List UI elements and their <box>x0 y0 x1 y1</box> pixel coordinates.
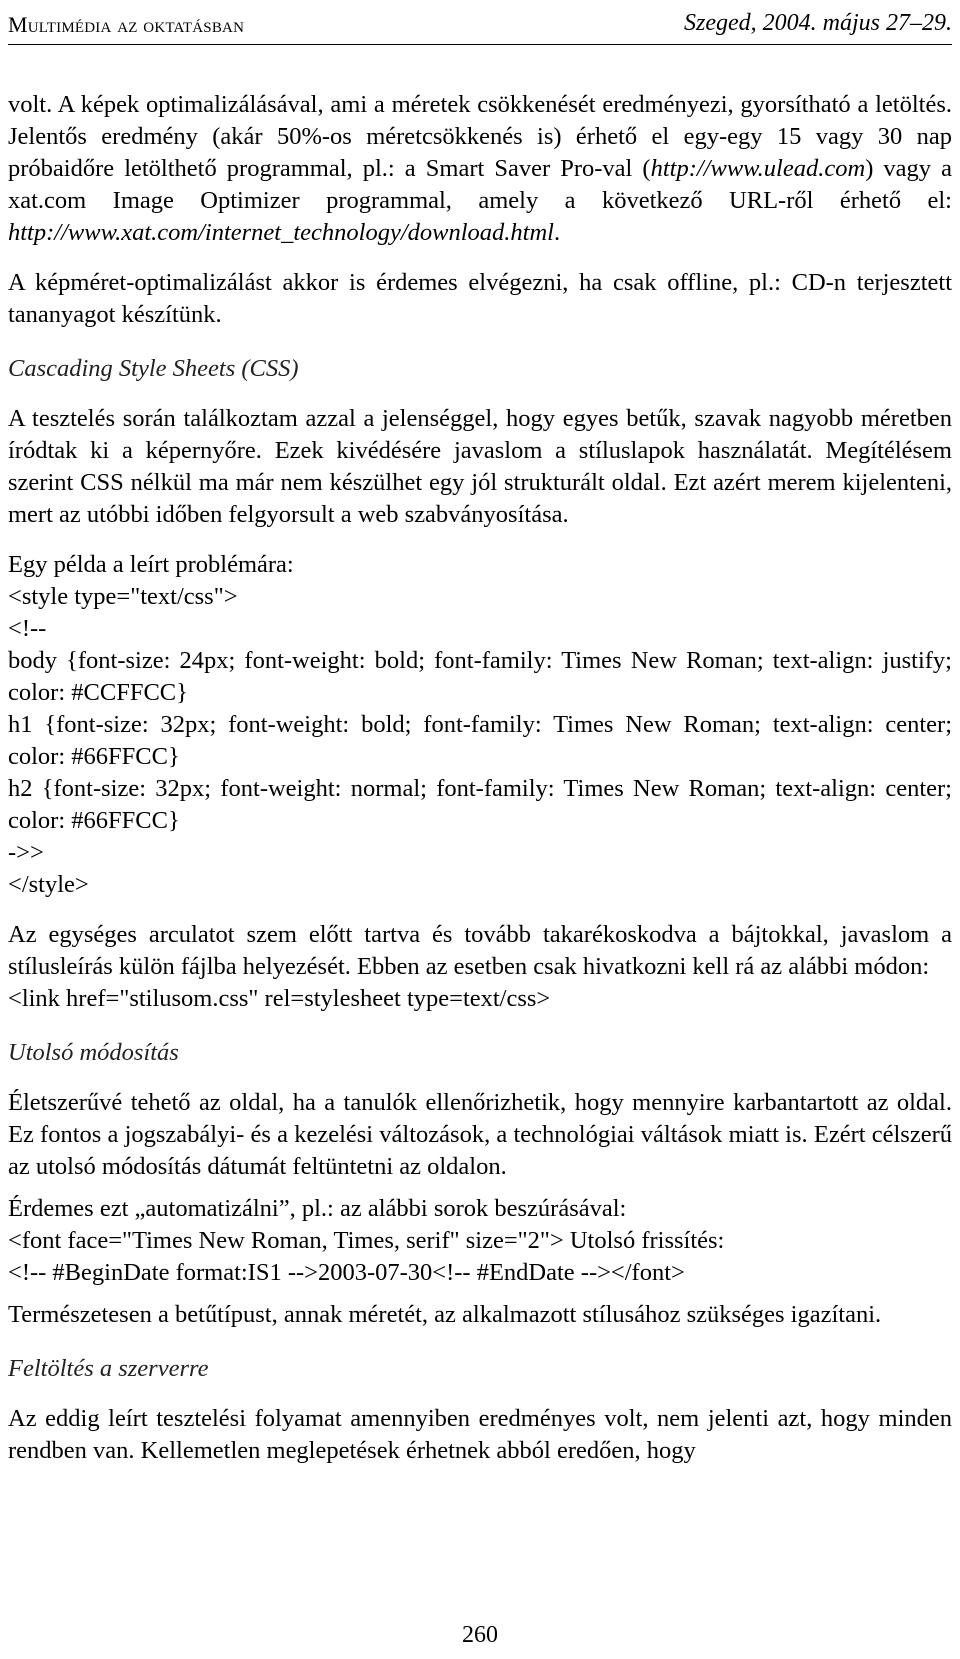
header-conference-title: Multimédia az oktatásban <box>8 12 245 37</box>
running-header <box>8 0 952 45</box>
code-example-block <box>8 549 952 901</box>
code-line: </style> <box>8 871 89 898</box>
code-link-line: <link href="stilusom.css" rel=stylesheet type=text/css> <box>8 985 551 1012</box>
url-xat-download: http://www.xat.com/internet_technology/download.html <box>8 219 554 246</box>
code-line: <style type="text/css"> <box>8 583 238 610</box>
paragraph-image-optimization <box>8 89 952 249</box>
header-place-date: Szeged, 2004. május 27–29. <box>684 10 952 36</box>
paragraph-css-testing: A tesztelés során találkoztam azzal a jelenséggel, hogy egyes betűk, szavak nagyobb méretben íródtak ki a képernyőre. Ezek kivédésére javaslom a stíluslapok használatát. Megítélésem szerint CSS nélkül ma már nem készülhet egy jól strukturált oldal. Ezt azért merem kijelenteni, mert az utóbbi időben felgyorsult a web szabványosítása. <box>8 405 952 528</box>
code-line: h1 {font-size: 32px; font-weight: bold; font-family: Times New Roman; text-align: center; color: #66FFCC} <box>8 711 952 770</box>
paragraph-offline-note: A képméret-optimalizálást akkor is érdemes elvégezni, ha csak offline, pl.: CD-n terjesztett tananyagot készítünk. <box>8 269 952 328</box>
section-heading-last-modified: Utolsó módosítás <box>8 1039 179 1066</box>
automation-example <box>8 1193 952 1289</box>
code-line: <!-- <box>8 615 47 642</box>
automation-intro: Érdemes ezt „automatizálni”, pl.: az alábbi sorok beszúrásával: <box>8 1195 627 1222</box>
paragraph-last-modified: Életszerűvé tehető az oldal, ha a tanulók ellenőrizhetik, hogy mennyire karbantartott az oldal. Ez fontos a jogszabályi- és a kezelési változások, a technológiai váltások miatt is. Ezért célszerű az utolsó módosítás dátumát feltüntetni az oldalon. <box>8 1089 952 1180</box>
text-run: ) vagy a xat.com Image Optimizer programmal, amely a következő URL-ről érhető el: <box>8 155 952 214</box>
code-line: ->> <box>8 839 44 866</box>
text-run: . <box>553 219 561 246</box>
paragraph-upload: Az eddig leírt tesztelési folyamat amennyiben eredményes volt, nem jelenti azt, hogy minden rendben van. Kellemetlen meglepetések érhetnek abból eredően, hogy <box>8 1405 952 1464</box>
paragraph-external-stylesheet: Az egységes arculatot szem előtt tartva és tovább takarékoskodva a bájtokkal, javaslom a stílusleírás külön fájlba helyezését. Ebben az esetben csak hivatkozni kell rá az alábbi módon: <box>8 921 952 980</box>
section-heading-upload: Feltöltés a szerverre <box>8 1355 209 1382</box>
code-line: <!-- #BeginDate format:IS1 -->2003-07-30<!-- #EndDate --></font> <box>8 1259 685 1286</box>
code-line: <font face="Times New Roman, Times, serif" size="2"> Utolsó frissítés: <box>8 1227 725 1254</box>
code-line: body {font-size: 24px; font-weight: bold; font-family: Times New Roman; text-align: justify; color: #CCFFCC} <box>8 647 952 706</box>
paragraph-font-adjust: Természetesen a betűtípust, annak méretét, az alkalmazott stílusához szükséges igazítani. <box>8 1301 882 1328</box>
page-number: 260 <box>462 1622 498 1648</box>
code-line: h2 {font-size: 32px; font-weight: normal; font-family: Times New Roman; text-align: center; color: #66FFCC} <box>8 775 952 834</box>
section-heading-css: Cascading Style Sheets (CSS) <box>8 355 299 382</box>
url-ulead: http://www.ulead.com <box>650 155 866 182</box>
example-intro: Egy példa a leírt problémára: <box>8 551 294 578</box>
page-body <box>8 89 952 1467</box>
text-run: volt. A képek optimalizálásával, ami a méretek csökkenését eredményezi, gyorsítható a letöltés. Jelentős eredmény (akár 50%-os méretcsökkenés is) érhető el egy-egy 15 vagy 30 nap próbaidőre letölthető programmal, pl.: a Smart Saver Pro-val ( <box>8 91 952 182</box>
